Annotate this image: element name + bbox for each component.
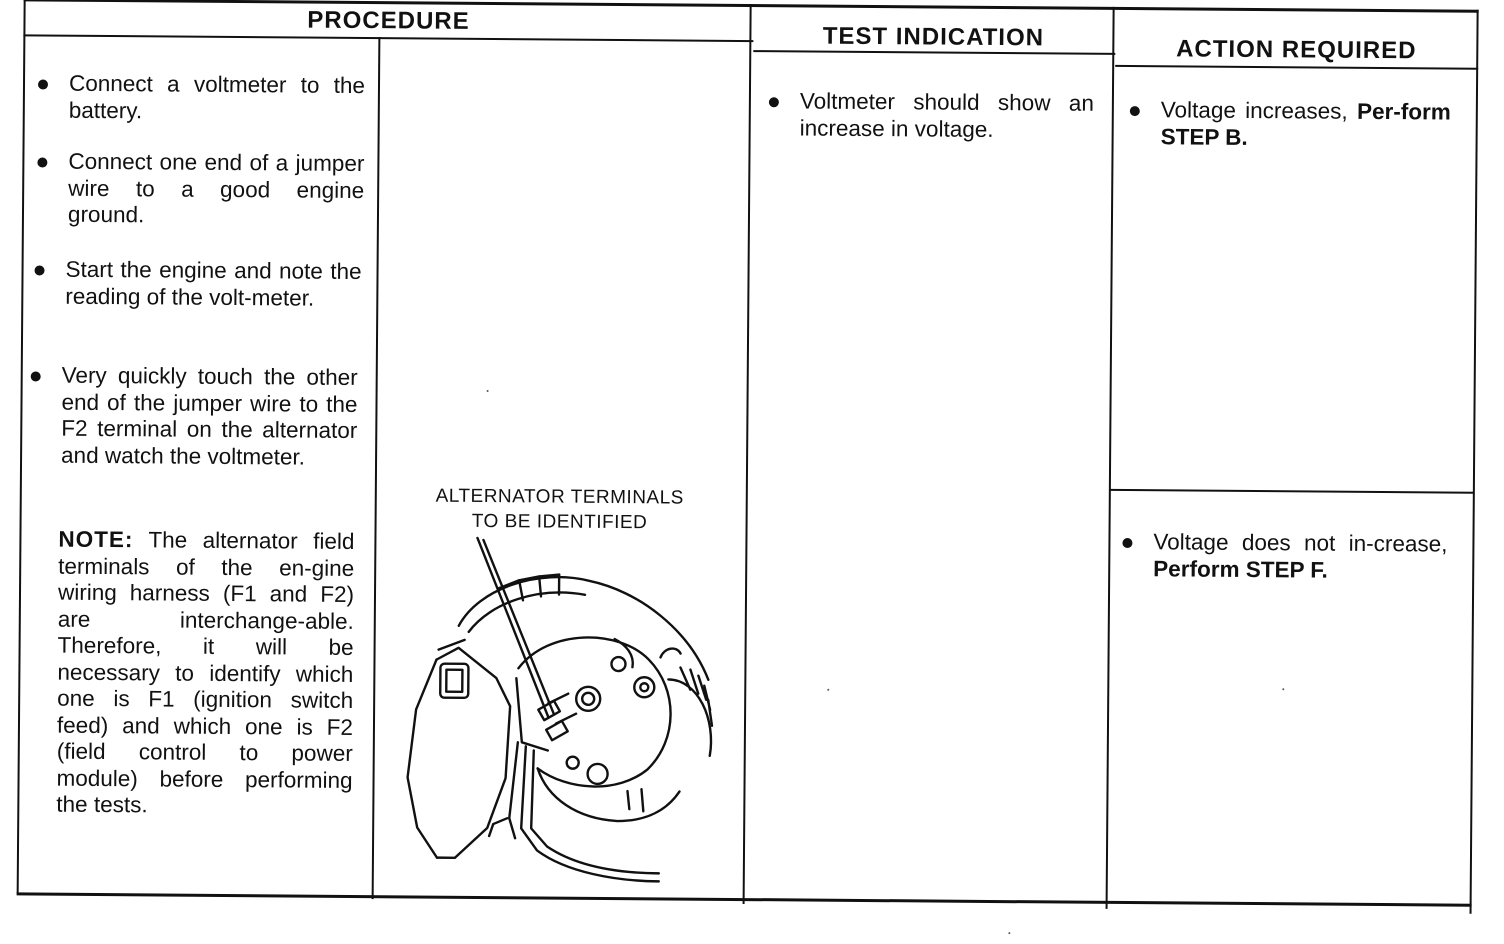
note-label: NOTE: — [58, 526, 134, 553]
scan-speck — [827, 689, 829, 691]
test-indication-text: Voltmeter should show an increase in voltage. — [799, 88, 1094, 142]
test-column-divider — [1106, 7, 1115, 909]
illustration-caption-line-2: TO BE IDENTIFIED — [471, 510, 648, 534]
bullet-icon — [1122, 538, 1132, 548]
action-2-step: Perform STEP F. — [1153, 555, 1328, 583]
illustration-caption-line-1: ALTERNATOR TERMINALS — [435, 485, 684, 509]
bullet-icon — [35, 265, 45, 275]
procedure-step-2-text: Connect one end of a jumper wire to a good engine ground. — [67, 148, 365, 228]
header-action-required: ACTION REQUIRED — [1176, 35, 1417, 65]
action-item-2 — [1153, 529, 1447, 584]
header-test-indication: TEST INDICATION — [822, 22, 1045, 52]
scan-speck — [1008, 932, 1010, 934]
action-1-step: Per-form STEP B. — [1160, 98, 1451, 150]
procedure-step-2 — [68, 149, 365, 231]
procedure-step-3-text: Start the engine and note the reading of the volt-meter. — [65, 256, 362, 311]
procedure-step-4 — [61, 363, 358, 471]
action-row-divider — [1110, 489, 1474, 494]
header-procedure: PROCEDURE — [307, 6, 470, 35]
procedure-column-divider — [743, 4, 752, 904]
bullet-icon — [1130, 106, 1140, 116]
action-item-1 — [1161, 97, 1451, 152]
procedure-step-3 — [65, 257, 361, 312]
bullet-icon — [31, 371, 41, 381]
table-right-border — [1470, 10, 1479, 914]
procedure-step-1-text: Connect a voltmeter to the battery. — [68, 70, 366, 123]
test-indication-item — [800, 88, 1094, 143]
table-left-border — [17, 0, 26, 894]
procedure-step-4-text: Very quickly touch the other end of the jumper wire to the F2 terminal on the alternator and watch the voltmeter. — [61, 362, 358, 470]
scan-speck — [487, 390, 489, 392]
header-bottom-rule-right — [1115, 65, 1478, 70]
action-1-text: Voltage increases, — [1160, 97, 1348, 124]
note-text: The alternator field terminals of the en-gine wiring harness (F1 and F2) are interchange-able. Therefore, it will be necessary to identify which one is F1 (ignition switch feed) and which one is F2 (field control to power module) before performing the tests. — [56, 527, 355, 818]
bullet-icon — [769, 97, 779, 107]
procedure-note — [56, 527, 354, 821]
procedure-inner-divider — [372, 37, 381, 899]
procedure-step-1 — [69, 71, 365, 126]
bullet-icon — [38, 79, 48, 89]
bullet-icon — [37, 157, 47, 167]
action-2-text: Voltage does not in-crease, — [1153, 529, 1448, 557]
alternator-terminals-illustration — [397, 527, 730, 890]
scan-speck — [1282, 688, 1284, 690]
